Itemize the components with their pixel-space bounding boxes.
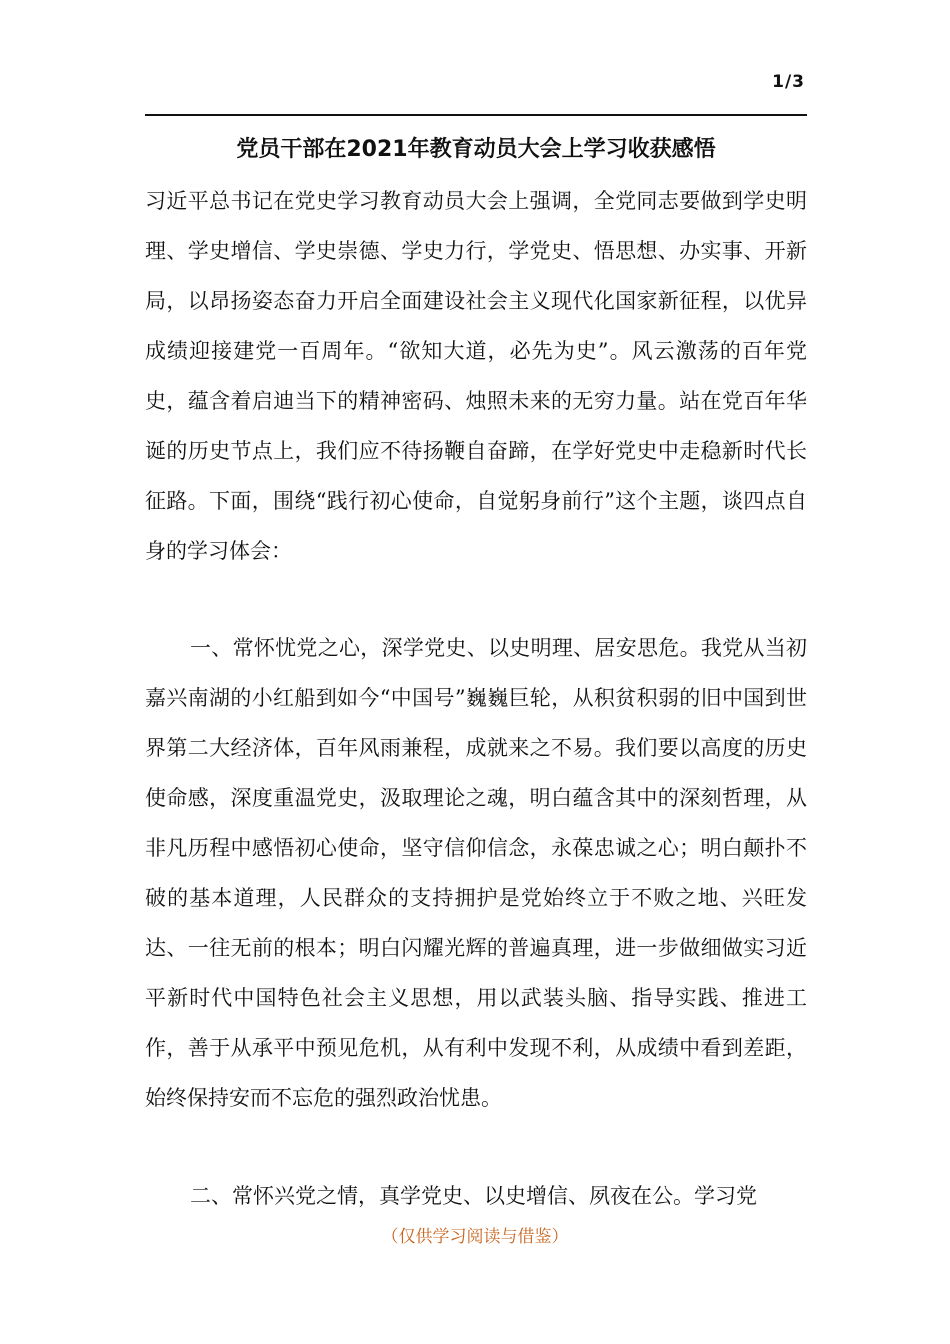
paragraph-point-two: 二、常怀兴党之情，真学党史、以史增信、夙夜在公。学习党 xyxy=(190,1184,757,1208)
paragraph-intro: 习近平总书记在党史学习教育动员大会上强调，全党同志要做到学史明理、学史增信、学史崇德、学史力行，学党史、悟思想、办实事、开新局，以昂扬姿态奋力开启全面建设社会主义现代化国家新征程，以优异成绩迎接建党一百周年。“欲知大道，必先为史”。风云激荡的百年党史，蕴含着启迪当下的精神密码、烛照未来的无穷力量。站在党百年华诞的历史节点上，我们应不待扬鞭自奋蹄，在学好党史中走稳新时代长征路。下面，围绕“践行初心使命，自觉躬身前行”这个主题，谈四点自身的学习体会： xyxy=(145,189,807,563)
paragraph-point-one: 一、常怀忧党之心，深学党史、以史明理、居安思危。我党从当初嘉兴南湖的小红船到如今“中国号”巍巍巨轮，从积贫积弱的旧中国到世界第二大经济体，百年风雨兼程，成就来之不易。我们要以高度的历史使命感，深度重温党史，汲取理论之魂，明白蕴含其中的深刻哲理，从非凡历程中感悟初心使命，坚守信仰信念，永葆忠诚之心；明白颠扑不破的基本道理，人民群众的支持拥护是党始终立于不败之地、兴旺发达、一往无前的根本；明白闪耀光辉的普遍真理，进一步做细做实习近平新时代中国特色社会主义思想，用以武装头脑、指导实践、推进工作，善于从承平中预见危机，从有利中发现不利，从成绩中看到差距，始终保持安而不忘危的强烈政治忧患。 xyxy=(145,636,807,1110)
document-title: 党员干部在2021年教育动员大会上学习收获感悟 xyxy=(236,137,716,162)
header-divider xyxy=(145,114,807,116)
footer-note: （仅供学习阅读与借鉴） xyxy=(381,1227,569,1247)
page-number: 1/3 xyxy=(772,72,805,92)
